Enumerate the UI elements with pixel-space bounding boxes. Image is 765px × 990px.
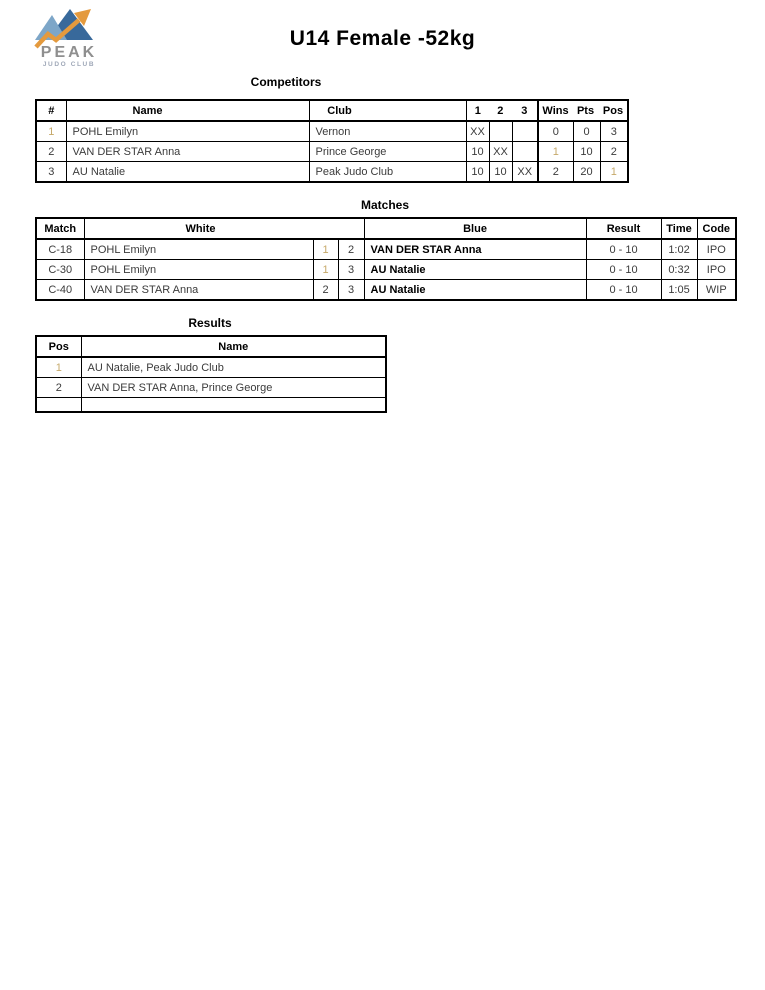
white-competitor: VAN DER STAR Anna bbox=[84, 280, 313, 301]
results-section-title: Results bbox=[188, 316, 232, 330]
match-id: C-40 bbox=[36, 280, 84, 301]
white-number: 1 bbox=[313, 239, 338, 260]
competitor-club: Peak Judo Club bbox=[309, 162, 466, 183]
blue-competitor: AU Natalie bbox=[364, 280, 586, 301]
result-name bbox=[81, 398, 386, 413]
round-2-cell: 10 bbox=[489, 162, 512, 183]
header-pos: Pos bbox=[36, 336, 81, 357]
results-table bbox=[35, 335, 387, 413]
match-result: 0 - 10 bbox=[586, 260, 661, 280]
match-result: 0 - 10 bbox=[586, 280, 661, 301]
round-3-cell: XX bbox=[512, 162, 538, 183]
result-name: VAN DER STAR Anna, Prince George bbox=[81, 378, 386, 398]
result-name: AU Natalie, Peak Judo Club bbox=[81, 357, 386, 378]
match-row bbox=[36, 239, 736, 260]
header-white: White bbox=[84, 218, 364, 239]
match-row bbox=[36, 280, 736, 301]
match-id: C-30 bbox=[36, 260, 84, 280]
blue-number: 3 bbox=[338, 260, 364, 280]
blue-number: 2 bbox=[338, 239, 364, 260]
header-blue: Blue bbox=[364, 218, 586, 239]
competitors-table bbox=[35, 99, 629, 183]
competitor-name: AU Natalie bbox=[66, 162, 309, 183]
competitor-row bbox=[36, 142, 628, 162]
matches-header-row bbox=[36, 218, 736, 239]
header-round-group bbox=[466, 100, 538, 121]
pts-cell: 20 bbox=[573, 162, 600, 183]
header-result: Result bbox=[586, 218, 661, 239]
match-time: 1:02 bbox=[661, 239, 697, 260]
white-number: 2 bbox=[313, 280, 338, 301]
result-pos bbox=[36, 398, 81, 413]
results-header-row bbox=[36, 336, 386, 357]
round-2-cell: XX bbox=[489, 142, 512, 162]
header-name: Name bbox=[81, 336, 386, 357]
pos-cell: 2 bbox=[600, 142, 628, 162]
header-club: Club bbox=[309, 100, 466, 121]
header-code: Code bbox=[697, 218, 736, 239]
page-title: U14 Female -52kg bbox=[289, 27, 476, 50]
competitor-name: POHL Emilyn bbox=[66, 121, 309, 142]
header-pos: Pos bbox=[602, 104, 624, 117]
matches-section-title: Matches bbox=[360, 198, 410, 212]
wins-cell: 2 bbox=[538, 162, 573, 183]
wins-cell: 0 bbox=[538, 121, 573, 142]
pos-cell: 3 bbox=[600, 121, 628, 142]
blue-competitor: AU Natalie bbox=[364, 260, 586, 280]
header-wins: Wins bbox=[542, 104, 569, 117]
white-competitor: POHL Emilyn bbox=[84, 260, 313, 280]
result-row bbox=[36, 378, 386, 398]
competitors-header-row bbox=[36, 100, 628, 121]
competitor-number: 3 bbox=[36, 162, 66, 183]
header-round-1: 1 bbox=[474, 104, 481, 117]
result-pos: 2 bbox=[36, 378, 81, 398]
header-round-2: 2 bbox=[497, 104, 504, 117]
white-number: 1 bbox=[313, 260, 338, 280]
match-code: WIP bbox=[697, 280, 736, 301]
wins-cell: 1 bbox=[538, 142, 573, 162]
competitor-row bbox=[36, 162, 628, 183]
pos-cell: 1 bbox=[600, 162, 628, 183]
blue-competitor: VAN DER STAR Anna bbox=[364, 239, 586, 260]
competitor-row bbox=[36, 121, 628, 142]
logo-subtitle-text: JUDO CLUB bbox=[42, 61, 96, 68]
result-row bbox=[36, 398, 386, 413]
header-summary-group bbox=[538, 100, 628, 121]
logo-brand-text: PEAK bbox=[40, 44, 98, 61]
competitors-section-title: Competitors bbox=[250, 75, 322, 89]
match-code: IPO bbox=[697, 239, 736, 260]
pts-cell: 10 bbox=[573, 142, 600, 162]
header-number: # bbox=[36, 100, 66, 121]
header-pts: Pts bbox=[576, 104, 595, 117]
result-row bbox=[36, 357, 386, 378]
competitor-number: 2 bbox=[36, 142, 66, 162]
pts-cell: 0 bbox=[573, 121, 600, 142]
round-2-cell bbox=[489, 121, 512, 142]
result-pos: 1 bbox=[36, 357, 81, 378]
competitor-name: VAN DER STAR Anna bbox=[66, 142, 309, 162]
white-competitor: POHL Emilyn bbox=[84, 239, 313, 260]
match-time: 1:05 bbox=[661, 280, 697, 301]
match-id: C-18 bbox=[36, 239, 84, 260]
round-3-cell bbox=[512, 121, 538, 142]
header-time: Time bbox=[661, 218, 697, 239]
round-1-cell: 10 bbox=[466, 162, 489, 183]
round-1-cell: XX bbox=[466, 121, 489, 142]
header-name: Name bbox=[66, 100, 309, 121]
blue-number: 3 bbox=[338, 280, 364, 301]
match-time: 0:32 bbox=[661, 260, 697, 280]
matches-table bbox=[35, 217, 737, 301]
match-code: IPO bbox=[697, 260, 736, 280]
competitor-number: 1 bbox=[36, 121, 66, 142]
competitor-club: Prince George bbox=[309, 142, 466, 162]
round-1-cell: 10 bbox=[466, 142, 489, 162]
competitor-club: Vernon bbox=[309, 121, 466, 142]
match-row bbox=[36, 260, 736, 280]
header-round-3: 3 bbox=[521, 104, 528, 117]
header-match: Match bbox=[36, 218, 84, 239]
round-3-cell bbox=[512, 142, 538, 162]
match-result: 0 - 10 bbox=[586, 239, 661, 260]
